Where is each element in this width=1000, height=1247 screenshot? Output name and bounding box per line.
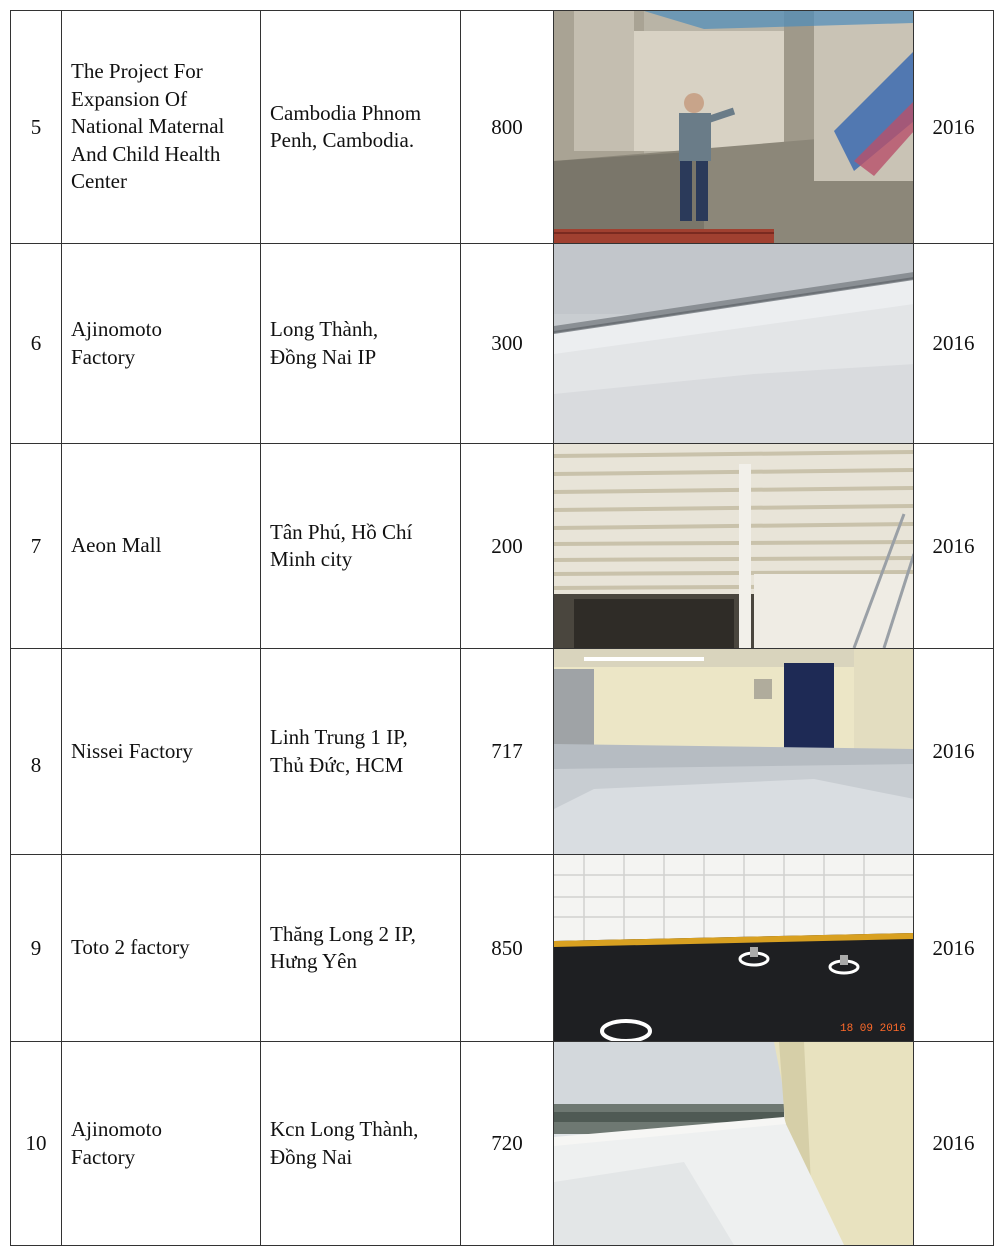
table-row bbox=[11, 855, 994, 1042]
project-area: 850 bbox=[461, 855, 554, 1042]
project-name: Ajinomoto Factory bbox=[62, 244, 261, 444]
project-name: Aeon Mall bbox=[62, 444, 261, 649]
project-year: 2016 bbox=[914, 855, 994, 1042]
photo-image bbox=[554, 855, 914, 1041]
white-coated-roof-photo bbox=[554, 244, 914, 444]
table-row bbox=[11, 244, 994, 444]
insulated-roof-underside-photo bbox=[554, 444, 914, 649]
concrete-ceiling-worker-photo bbox=[554, 11, 914, 244]
row-number: 5 bbox=[11, 11, 62, 244]
project-year: 2016 bbox=[914, 244, 994, 444]
project-location: Kcn Long Thành, Đồng Nai bbox=[261, 1042, 461, 1246]
row-number: 8 bbox=[11, 649, 62, 855]
photo-date-stamp: 18 09 2016 bbox=[839, 1023, 906, 1035]
epoxy-floor-room-photo bbox=[554, 649, 914, 855]
row-number: 10 bbox=[11, 1042, 62, 1246]
project-location: Tân Phú, Hồ Chí Minh city bbox=[261, 444, 461, 649]
table-row bbox=[11, 1042, 994, 1246]
photo-image bbox=[554, 1042, 914, 1245]
projects-table bbox=[10, 10, 994, 1246]
project-area: 720 bbox=[461, 1042, 554, 1246]
project-area: 200 bbox=[461, 444, 554, 649]
white-coated-terrace-photo bbox=[554, 1042, 914, 1246]
project-location: Thăng Long 2 IP, Hưng Yên bbox=[261, 855, 461, 1042]
table-row bbox=[11, 11, 994, 244]
project-year: 2016 bbox=[914, 649, 994, 855]
photo-image bbox=[554, 444, 914, 648]
row-number: 6 bbox=[11, 244, 62, 444]
project-name: Nissei Factory bbox=[62, 649, 261, 855]
project-name: Toto 2 factory bbox=[62, 855, 261, 1042]
photo-image bbox=[554, 649, 914, 854]
black-waterproof-floor-photo bbox=[554, 855, 914, 1042]
project-location: Linh Trung 1 IP, Thủ Đức, HCM bbox=[261, 649, 461, 855]
table-row bbox=[11, 444, 994, 649]
table-row bbox=[11, 649, 994, 855]
project-year: 2016 bbox=[914, 444, 994, 649]
photo-image bbox=[554, 244, 914, 443]
project-year: 2016 bbox=[914, 11, 994, 244]
project-name: The Project For Expansion Of National Maternal And Child Health Center bbox=[62, 11, 261, 244]
row-number: 9 bbox=[11, 855, 62, 1042]
project-area: 300 bbox=[461, 244, 554, 444]
project-location: Long Thành, Đồng Nai IP bbox=[261, 244, 461, 444]
project-name: Ajinomoto Factory bbox=[62, 1042, 261, 1246]
photo-image bbox=[554, 11, 914, 243]
project-area: 800 bbox=[461, 11, 554, 244]
row-number: 7 bbox=[11, 444, 62, 649]
project-year: 2016 bbox=[914, 1042, 994, 1246]
project-area: 717 bbox=[461, 649, 554, 855]
project-location: Cambodia Phnom Penh, Cambodia. bbox=[261, 11, 461, 244]
